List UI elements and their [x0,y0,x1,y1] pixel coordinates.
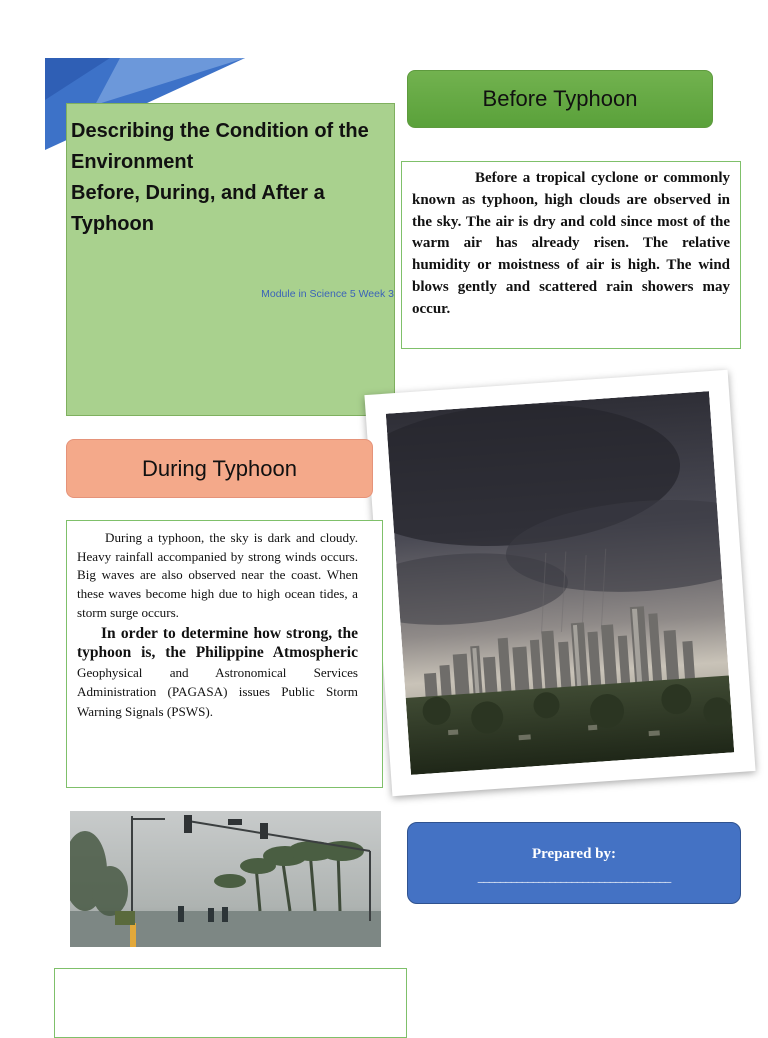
during-typhoon-text: During a typhoon, the sky is dark and cloudy. Heavy rainfall accompanied by strong winds occurs. Big waves are also observed near the coast. When these waves become high due to high ocean tides, a storm surge occurs. [77,530,358,620]
title-line: Before, During, and After a [71,182,325,204]
before-typhoon-textbox [401,161,741,349]
title-line: Environment [71,151,194,173]
prepared-by-label: Prepared by: [531,846,617,862]
during-typhoon-heading: During Typhoon [66,439,373,498]
after-typhoon-textbox [54,968,407,1038]
before-typhoon-text: Before a tropical cyclone or commonly known as typhoon, high clouds are observed in the sky. The air is dry and cold since most of the warm air has already risen. The relative humidity or moistness of air is high. The wind blows gently and scattered rain showers may occur. [412,170,730,317]
before-typhoon-heading: Before Typhoon [407,70,713,128]
prepared-by-blank-line: ___________________________________ [477,869,671,884]
during-typhoon-textbox [66,520,383,788]
title-line: Typhoon [71,213,154,235]
pagasa-text-rest: Geophysical and Astronomical Services Administration (PAGASA) issues Public Storm Warning Signals (PSWS). [77,664,358,719]
module-label: Module in Science 5 Week 3 [261,288,394,300]
prepared-by-box [407,822,741,904]
storm-city-photo-frame [364,370,755,796]
pagasa-text-emphasis: In order to determine how strong, the typhoon is, the Philippine Atmospheric [77,624,358,662]
pagasa-text [77,624,358,722]
title-line: Describing the Condition of the [71,120,369,142]
storm-city-photo [386,391,734,775]
typhoon-street-photo [70,811,381,947]
title-box [66,103,395,416]
document-title [71,116,399,240]
